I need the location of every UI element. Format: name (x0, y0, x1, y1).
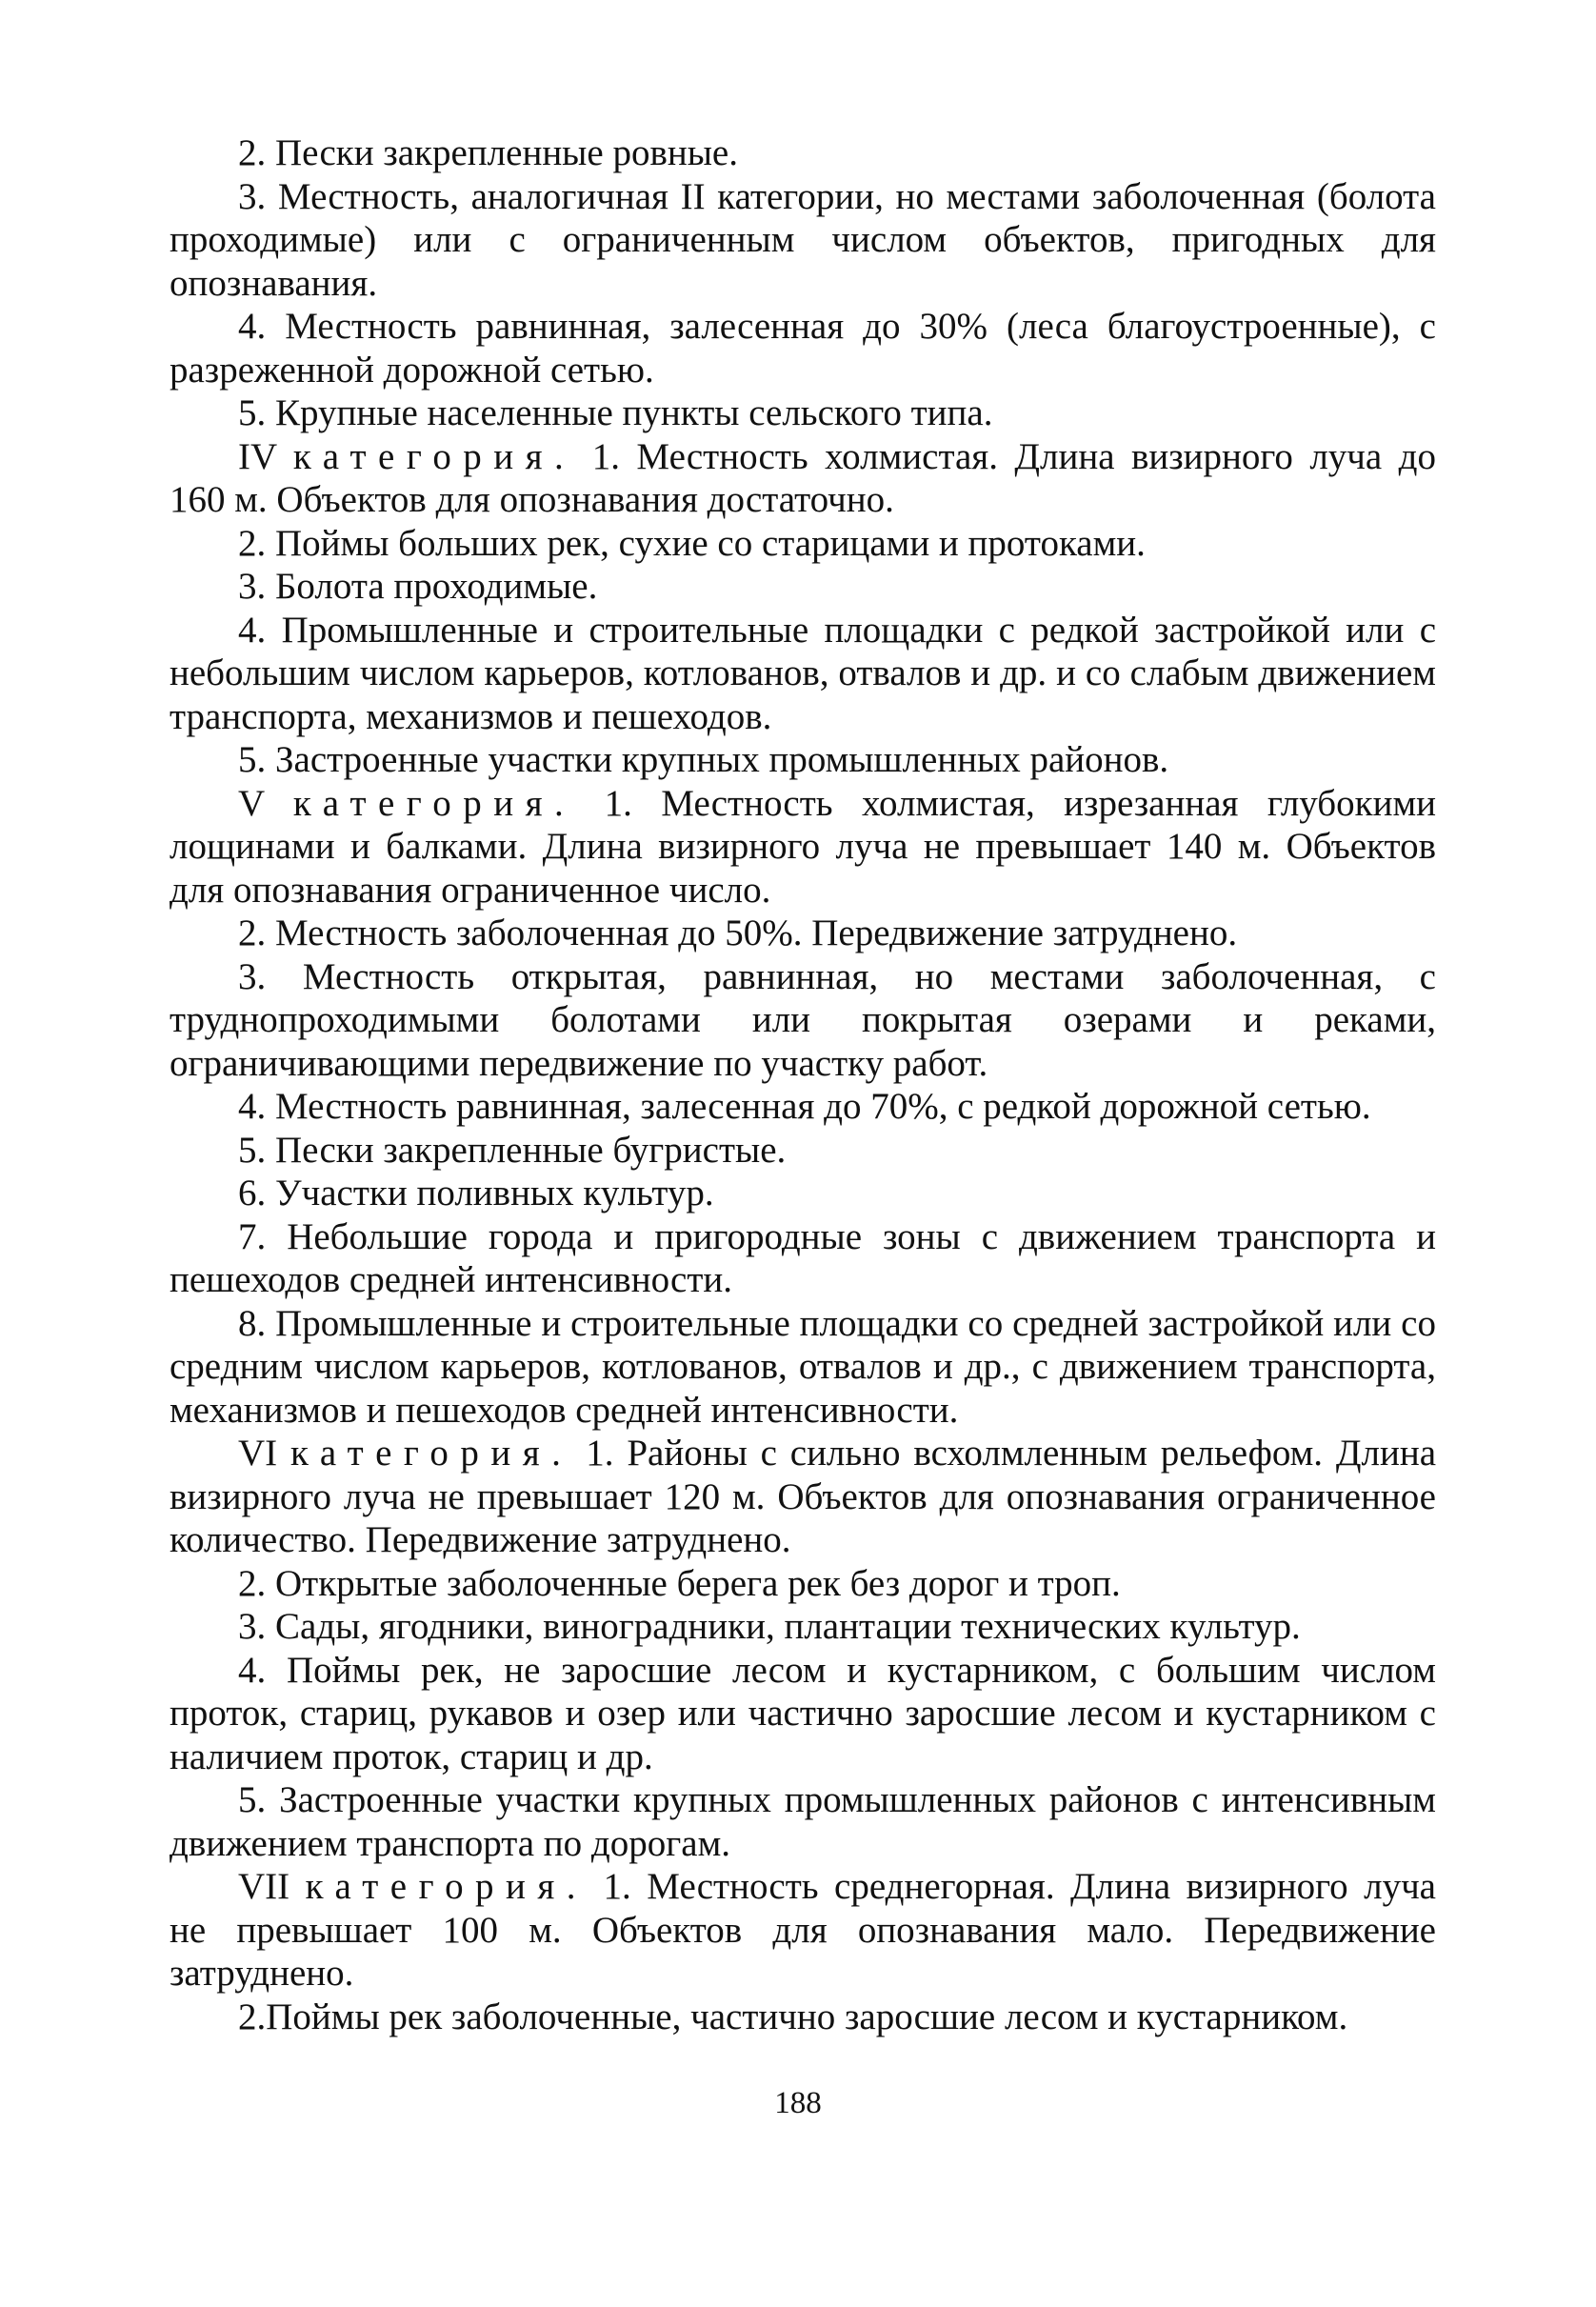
category-label: категория. (292, 435, 576, 477)
paragraph: 5. Крупные населенные пункты сельского типа. (238, 392, 993, 433)
paragraph: 3. Местность, аналогичная II категории, но местами заболоченная (болота проходимые) или с ограниченным числом объектов, пригодных для опознавания. (170, 175, 1436, 304)
category-numeral: V (238, 782, 265, 824)
category-paragraph: IV категория. 1. Местность холмистая. Длина визирного луча до 160 м. Объектов для опознавания достаточно. (170, 435, 1436, 520)
page-body (170, 131, 1436, 2038)
paragraph: 4. Промышленные и строительные площадки с редкой застройкой или с небольшим числом карьеров, котлованов, отвалов и др. и со слабым движением транспорта, механизмов и пешеходов. (170, 609, 1436, 737)
paragraph: 2.Поймы рек заболоченные, частично заросшие лесом и кустарником. (238, 1996, 1348, 2037)
paragraph: 7. Небольшие города и пригородные зоны с движением транспорта и пешеходов средней интенсивности. (170, 1215, 1436, 1300)
paragraph: 3. Местность открытая, равнинная, но местами заболоченная, с труднопроходимыми болотами или покрытая озерами и реками, ограничивающими передвижение по участку работ. (170, 955, 1436, 1084)
paragraph: 2. Местность заболоченная до 50%. Передвижение затруднено. (238, 913, 1238, 953)
paragraph: 4. Поймы рек, не заросшие лесом и кустарником, с большим числом проток, стариц, рукавов и озер или частично заросшие лесом и кустарником с наличием проток, стариц и др. (170, 1649, 1436, 1777)
page-number: 188 (774, 2086, 822, 2120)
category-numeral: IV (238, 435, 277, 477)
category-paragraph: VI категория. 1. Районы с сильно всхолмленным рельефом. Длина визирного луча не превышает 120 м. Объектов для опознавания ограниченное количество. Передвижение затруднено. (170, 1433, 1437, 1560)
paragraph: 3. Болота проходимые. (238, 566, 598, 607)
paragraph: 2. Пески закрепленные ровные. (238, 132, 738, 173)
paragraph: 2. Открытые заболоченные берега рек без дорог и троп. (238, 1562, 1121, 1604)
paragraph: 2. Поймы больших рек, сухие со старицами и протоками. (238, 522, 1146, 564)
paragraph: 6. Участки поливных культур. (238, 1173, 714, 1214)
paragraph: 8. Промышленные и строительные площадки со средней застройкой или со средним числом карьеров, котлованов, отвалов и др., с движением транспорта, механизмов и пешеходов средней интенсивности. (170, 1302, 1436, 1431)
category-label: категория. (292, 782, 576, 824)
paragraph: 3. Сады, ягодники, виноградники, плантации технических культур. (238, 1606, 1301, 1647)
category-label: категория. (290, 1433, 573, 1474)
category-numeral: VII (238, 1866, 290, 1907)
paragraph: 5. Пески закрепленные бугристые. (238, 1129, 787, 1171)
paragraph: 4. Местность равнинная, залесенная до 70%, с редкой дорожной сетью. (238, 1086, 1371, 1127)
category-label: категория. (305, 1866, 589, 1907)
category-paragraph: V категория. 1. Местность холмистая, изрезанная глубокими лощинами и балками. Длина визирного луча не превышает 140 м. Объектов для опознавания ограниченное число. (170, 782, 1436, 911)
category-numeral: VI (238, 1433, 278, 1474)
category-paragraph: VII категория. 1. Местность среднегорная. Длина визирного луча не превышает 100 м. Объектов для опознавания мало. Передвижение затруднено. (170, 1866, 1436, 1994)
paragraph: 4. Местность равнинная, залесенная до 30% (леса благоустроенные), с разреженной дорожной сетью. (170, 306, 1436, 391)
paragraph: 5. Застроенные участки крупных промышленных районов. (238, 739, 1169, 780)
paragraph: 5. Застроенные участки крупных промышленных районов с интенсивным движением транспорта по дорогам. (170, 1779, 1436, 1864)
